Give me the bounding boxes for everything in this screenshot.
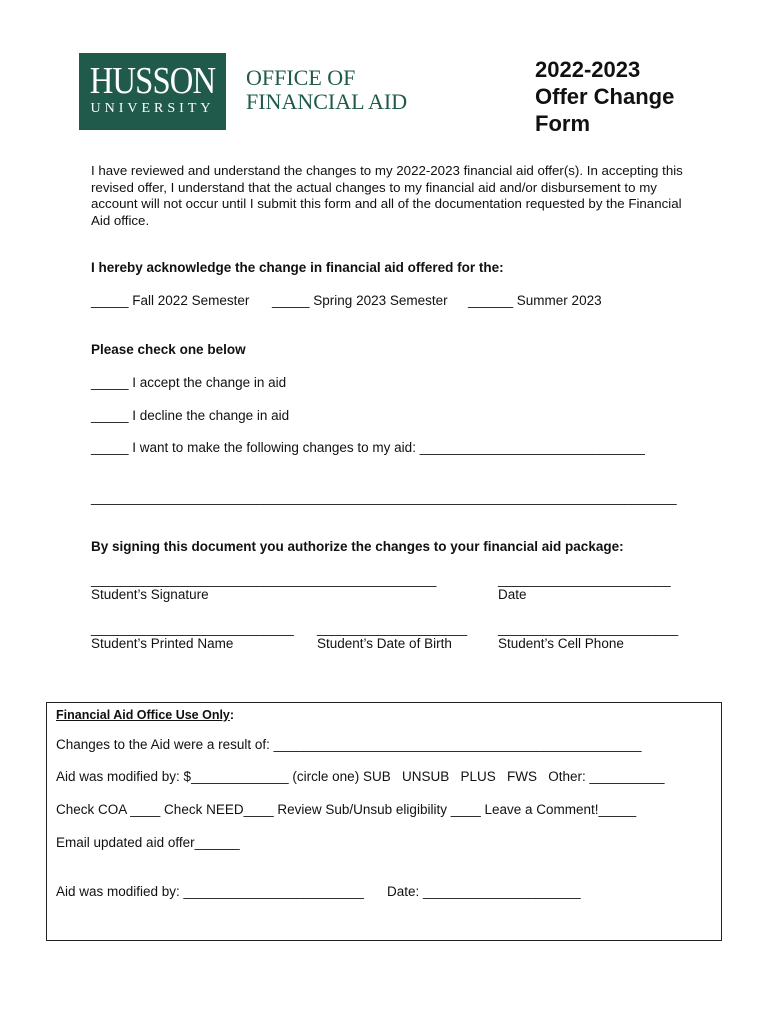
fall-option[interactable]: _____ Fall 2022 Semester	[91, 293, 250, 308]
office-date[interactable]: Date: _____________________	[387, 884, 581, 899]
dob-label: Student’s Date of Birth	[317, 636, 452, 651]
printed-name-label: Student’s Printed Name	[91, 636, 234, 651]
office-name	[246, 66, 407, 114]
accept-option[interactable]: _____ I accept the change in aid	[91, 375, 287, 390]
cell-phone-line[interactable]: ________________________	[498, 621, 679, 636]
cell-phone-label: Student’s Cell Phone	[498, 636, 624, 651]
signature-line[interactable]: ______________________________________________	[91, 572, 437, 587]
office-line-2: FINANCIAL AID	[246, 89, 408, 114]
date-line[interactable]: _______________________	[498, 572, 671, 587]
title-line-2: Offer Change	[535, 84, 675, 109]
logo-university: UNIVERSITY	[90, 101, 215, 116]
decline-option[interactable]: _____ I decline the change in aid	[91, 408, 290, 423]
aid-modified-amount[interactable]: Aid was modified by: $_____________ (circle one) SUB UNSUB PLUS FWS Other: __________	[56, 769, 665, 784]
spring-option[interactable]: _____ Spring 2023 Semester	[272, 293, 448, 308]
signing-heading: By signing this document you authorize the changes to your financial aid package:	[91, 539, 624, 554]
office-use-heading-colon: :	[229, 708, 235, 722]
aid-change-reason[interactable]: Changes to the Aid were a result of: _________________________________________________	[56, 737, 642, 752]
date-label: Date	[498, 587, 527, 602]
form-title	[535, 56, 674, 137]
logo-name: HUSSON	[89, 60, 216, 102]
email-updated-offer[interactable]: Email updated aid offer______	[56, 835, 240, 850]
title-line-3: Form	[535, 111, 590, 136]
husson-logo	[79, 53, 226, 130]
summer-option[interactable]: ______ Summer 2023	[468, 293, 602, 308]
changes-option[interactable]: _____ I want to make the following changes to my aid: ______________________________	[91, 440, 645, 455]
acknowledge-heading: I hereby acknowledge the change in financial aid offered for the:	[91, 260, 504, 275]
office-use-heading-text: Financial Aid Office Use Only	[56, 708, 230, 722]
office-line-1: OFFICE OF	[246, 65, 356, 90]
office-checks[interactable]: Check COA ____ Check NEED____ Review Sub/Unsub eligibility ____ Leave a Comment!_____	[56, 802, 637, 817]
printed-name-line[interactable]: ___________________________	[91, 621, 294, 636]
dob-line[interactable]: ____________________	[317, 621, 468, 636]
title-line-1: 2022-2023	[535, 57, 641, 82]
office-use-heading	[56, 707, 234, 723]
signature-label: Student’s Signature	[91, 587, 209, 602]
intro-paragraph: I have reviewed and understand the changes to my 2022-2023 financial aid offer(s). In accepting this revised offer, I understand that the actual changes to my financial aid and/or disbursement to my account will not occur until I submit this form and all of the documentation requested by the Financial Aid office.	[91, 163, 683, 228]
changes-line[interactable]: ______________________________________________________________________________	[91, 490, 677, 505]
check-heading: Please check one below	[91, 342, 246, 357]
aid-modified-by[interactable]: Aid was modified by: ________________________	[56, 884, 364, 899]
